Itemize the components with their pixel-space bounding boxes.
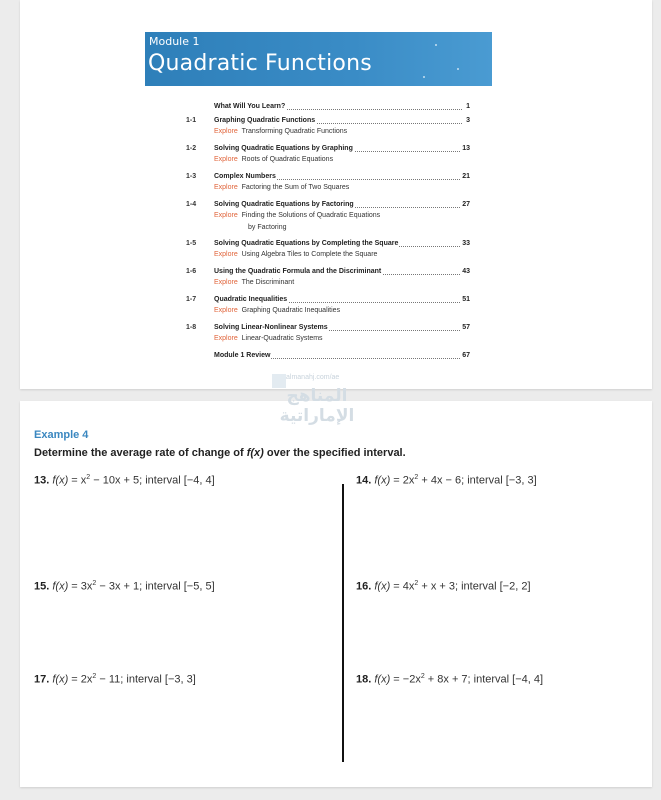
toc-row-explore bbox=[20, 278, 652, 288]
problem-exp: 2 bbox=[92, 580, 97, 587]
toc-title: Solving Quadratic Equations by Completing the Square bbox=[214, 240, 399, 247]
toc-page bbox=[20, 0, 652, 389]
explore-title: The Discriminant bbox=[241, 279, 295, 286]
explore-title: Transforming Quadratic Functions bbox=[241, 128, 348, 135]
toc-title: Complex Numbers bbox=[214, 173, 276, 180]
problem-18 bbox=[356, 673, 543, 686]
problem-rest: + 4x − 6; interval [−3, 3] bbox=[418, 474, 537, 487]
problem-eq: = −2x bbox=[390, 673, 421, 686]
toc-explore bbox=[214, 211, 380, 221]
toc-explore bbox=[214, 306, 340, 316]
problem-number: 16. bbox=[356, 580, 372, 593]
problem-number: 15. bbox=[34, 580, 50, 593]
explore-title-continued: by Factoring bbox=[248, 224, 287, 231]
toc-row-lesson[interactable] bbox=[20, 144, 652, 154]
problem-fx: f(x) bbox=[52, 580, 69, 593]
problem-fx: f(x) bbox=[52, 673, 69, 686]
problem-number: 18. bbox=[356, 673, 372, 686]
toc-lesson-number: 1-1 bbox=[186, 117, 197, 124]
toc-explore bbox=[214, 334, 323, 344]
explore-keyword: Explore bbox=[214, 184, 238, 191]
problem-eq: = 2x bbox=[68, 673, 93, 686]
instruction-fx: f(x) bbox=[246, 447, 264, 459]
toc-page-number: 27 bbox=[462, 201, 470, 208]
problem-exp: 2 bbox=[92, 673, 97, 680]
instruction-pre: Determine the average rate of change of bbox=[34, 447, 247, 459]
toc-row-lesson[interactable] bbox=[20, 172, 652, 182]
problem-number: 14. bbox=[356, 474, 372, 487]
toc-lesson-number: 1-5 bbox=[186, 240, 197, 247]
toc-title: Graphing Quadratic Functions bbox=[214, 117, 316, 124]
instruction bbox=[34, 447, 406, 459]
toc-lesson-number: 1-7 bbox=[186, 296, 197, 303]
toc-lesson-number: 1-3 bbox=[186, 173, 197, 180]
watermark-arabic: المناهج الإماراتية bbox=[279, 386, 355, 426]
toc-lesson-number: 1-6 bbox=[186, 268, 197, 275]
toc-title: Solving Quadratic Equations by Graphing bbox=[214, 145, 353, 152]
explore-keyword: Explore bbox=[214, 335, 238, 342]
problem-rest: − 3x + 1; interval [−5, 5] bbox=[96, 580, 215, 593]
toc-row-lesson[interactable] bbox=[20, 323, 652, 333]
toc-explore bbox=[214, 155, 333, 165]
explore-keyword: Explore bbox=[214, 128, 238, 135]
problem-rest: − 10x + 5; interval [−4, 4] bbox=[90, 474, 215, 487]
toc-row-explore bbox=[20, 183, 652, 193]
table-of-contents bbox=[20, 0, 652, 389]
explore-keyword: Explore bbox=[214, 307, 238, 314]
toc-page-number: 13 bbox=[462, 145, 470, 152]
toc-title: Quadratic Inequalities bbox=[214, 296, 288, 303]
column-divider bbox=[342, 484, 344, 762]
explore-title: Roots of Quadratic Equations bbox=[241, 156, 334, 163]
module-label: Module 1 bbox=[149, 35, 200, 48]
toc-row-intro[interactable] bbox=[20, 102, 652, 112]
toc-page-number: 1 bbox=[466, 103, 470, 110]
problem-rest: − 11; interval [−3, 3] bbox=[96, 673, 196, 686]
explore-keyword: Explore bbox=[214, 156, 238, 163]
toc-page-number: 57 bbox=[462, 324, 470, 331]
problem-exp: 2 bbox=[414, 580, 419, 587]
problem-exp: 2 bbox=[86, 474, 91, 481]
toc-title: Solving Linear-Nonlinear Systems bbox=[214, 324, 328, 331]
problem-eq: = x bbox=[68, 474, 87, 487]
problem-exp: 2 bbox=[420, 673, 425, 680]
problem-fx: f(x) bbox=[374, 474, 391, 487]
toc-explore bbox=[214, 183, 349, 193]
problem-eq: = 2x bbox=[390, 474, 415, 487]
explore-title: Factoring the Sum of Two Squares bbox=[241, 184, 350, 191]
toc-page-number: 33 bbox=[462, 240, 470, 247]
problem-number: 13. bbox=[34, 474, 50, 487]
explore-keyword: Explore bbox=[214, 212, 238, 219]
toc-row-explore bbox=[20, 211, 652, 221]
watermark-site: almanahj.com/ae bbox=[286, 374, 340, 381]
problem-16 bbox=[356, 580, 531, 593]
toc-page-number: 67 bbox=[462, 352, 470, 359]
toc-row-lesson[interactable] bbox=[20, 295, 652, 305]
toc-row-explore bbox=[20, 250, 652, 260]
problem-15 bbox=[34, 580, 215, 593]
explore-title: Finding the Solutions of Quadratic Equations bbox=[241, 212, 381, 219]
toc-page-number: 21 bbox=[462, 173, 470, 180]
module-title: Quadratic Functions bbox=[148, 51, 372, 76]
example-label: Example 4 bbox=[34, 429, 89, 441]
toc-page-number: 43 bbox=[462, 268, 470, 275]
problem-rest: + 8x + 7; interval [−4, 4] bbox=[424, 673, 544, 686]
explore-keyword: Explore bbox=[214, 279, 238, 286]
toc-row-explore bbox=[20, 306, 652, 316]
explore-title: Linear-Quadratic Systems bbox=[241, 335, 323, 342]
problem-rest: + x + 3; interval [−2, 2] bbox=[418, 580, 531, 593]
toc-row-review[interactable] bbox=[20, 351, 652, 361]
toc-row-lesson[interactable] bbox=[20, 200, 652, 210]
toc-page-number: 51 bbox=[462, 296, 470, 303]
problem-fx: f(x) bbox=[374, 673, 391, 686]
toc-row-lesson[interactable] bbox=[20, 239, 652, 249]
problem-number: 17. bbox=[34, 673, 50, 686]
problem-13 bbox=[34, 474, 215, 487]
problem-14 bbox=[356, 474, 537, 487]
problem-fx: f(x) bbox=[52, 474, 69, 487]
toc-lesson-number: 1-2 bbox=[186, 145, 197, 152]
toc-row-explore bbox=[20, 334, 652, 344]
toc-title: What Will You Learn? bbox=[214, 103, 286, 110]
toc-row-explore bbox=[20, 127, 652, 137]
explore-keyword: Explore bbox=[214, 251, 238, 258]
toc-explore bbox=[214, 250, 377, 260]
toc-row-lesson[interactable] bbox=[20, 116, 652, 126]
toc-page-number: 3 bbox=[466, 117, 470, 124]
toc-title: Module 1 Review bbox=[214, 352, 271, 359]
toc-lesson-number: 1-8 bbox=[186, 324, 197, 331]
toc-explore bbox=[214, 278, 294, 288]
toc-row-explore bbox=[20, 155, 652, 165]
problem-eq: = 3x bbox=[68, 580, 93, 593]
exercise-page bbox=[20, 401, 652, 787]
problem-fx: f(x) bbox=[374, 580, 391, 593]
toc-explore bbox=[214, 127, 347, 137]
instruction-post: over the specified interval. bbox=[263, 447, 406, 459]
explore-title: Using Algebra Tiles to Complete the Square bbox=[241, 251, 378, 258]
toc-lesson-number: 1-4 bbox=[186, 201, 197, 208]
toc-row-explore-cont bbox=[20, 223, 652, 233]
problem-17 bbox=[34, 673, 196, 686]
explore-title: Graphing Quadratic Inequalities bbox=[241, 307, 341, 314]
problem-eq: = 4x bbox=[390, 580, 415, 593]
toc-row-lesson[interactable] bbox=[20, 267, 652, 277]
toc-title: Solving Quadratic Equations by Factoring bbox=[214, 201, 354, 208]
toc-title: Using the Quadratic Formula and the Discriminant bbox=[214, 268, 382, 275]
problem-exp: 2 bbox=[414, 474, 419, 481]
watermark bbox=[252, 372, 382, 426]
